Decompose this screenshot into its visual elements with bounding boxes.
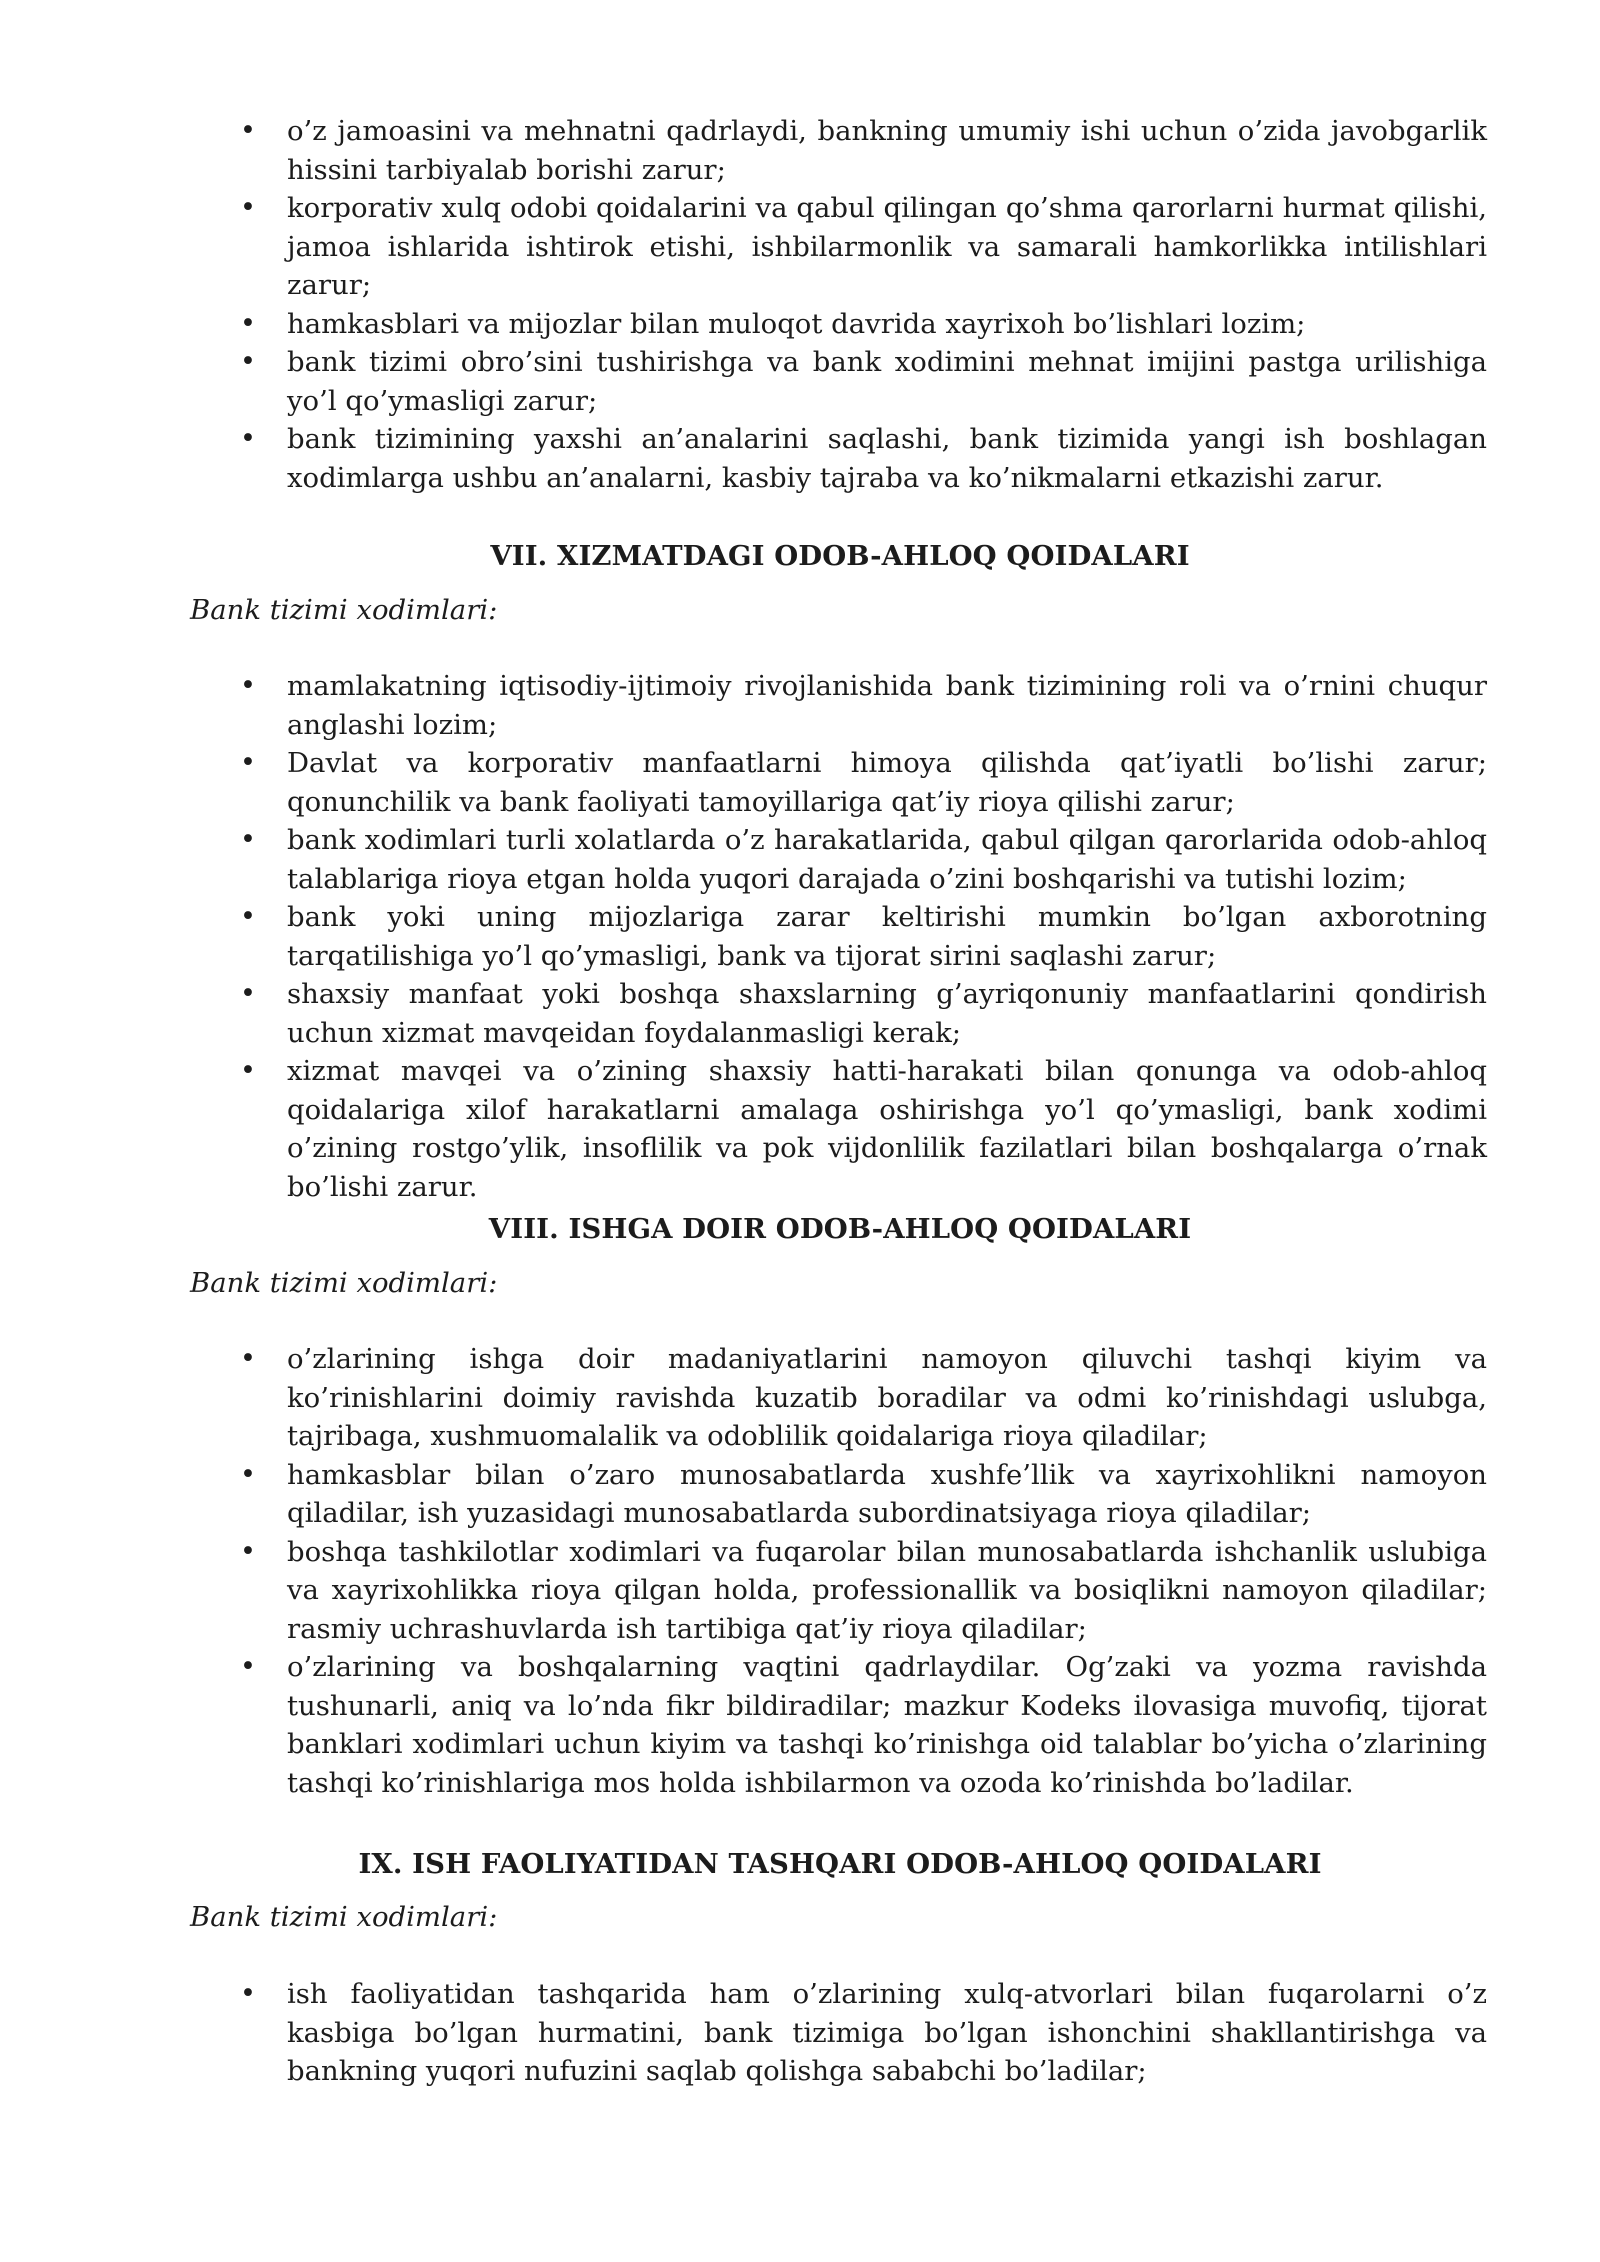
list-item-text: Davlat va korporativ manfaatlarni himoya qilishda qat’iyatli bo’lishi zarur; qonunchilik va bank faoliyati tamoyillariga qat’iy rioya qilishi zarur; xyxy=(287,747,1487,818)
section-intro-vii: Bank tizimi xodimlari: xyxy=(190,594,498,626)
bullet-icon: • xyxy=(240,1535,256,1567)
list-item xyxy=(240,975,1487,1052)
bullet-icon: • xyxy=(240,670,256,701)
bullet-icon: • xyxy=(240,1343,256,1374)
list-item-text: hamkasblar bilan o’zaro munosabatlarda xushfe’llik va xayrixohlikni namoyon qiladilar, ish yuzasidagi munosabatlarda subordinatsiyaga rioya qiladilar; xyxy=(287,1458,1487,1529)
bullet-icon: • xyxy=(240,1978,256,2009)
bullet-list-ix xyxy=(240,1975,1487,2091)
list-item xyxy=(240,305,1487,344)
bullet-list-viii xyxy=(240,1340,1487,1802)
bullet-icon: • xyxy=(240,901,256,932)
list-item xyxy=(240,1648,1487,1802)
section-intro-viii: Bank tizimi xodimlari: xyxy=(190,1267,498,1299)
bullet-icon: • xyxy=(240,824,256,855)
bullet-list-intro xyxy=(240,112,1487,497)
bullet-icon: • xyxy=(240,1651,256,1682)
list-item xyxy=(240,1340,1487,1456)
list-item-text: bank tizimi obro’sini tushirishga va bank xodimini mehnat imijini pastga urilishiga yo’l qo’ymasligi zarur; xyxy=(287,346,1487,417)
bullet-list-vii xyxy=(240,667,1487,1206)
bullet-icon: • xyxy=(240,115,256,146)
list-item xyxy=(240,1456,1487,1533)
bullet-icon: • xyxy=(240,346,256,377)
list-item xyxy=(240,1052,1487,1206)
list-item-text: ish faoliyatidan tashqarida ham o’zlarining xulq-atvorlari bilan fuqarolarni o’z kasbiga bo’lgan hurmatini, bank tizimiga bo’lgan ishonchini shakllantirishga va bankning yuqori nufuzini saqlab qolishga sababchi bo’ladilar; xyxy=(287,1978,1487,2087)
bullet-icon: • xyxy=(240,307,256,339)
list-item-text: shaxsiy manfaat yoki boshqa shaxslarning g’ayriqonuniy manfaatlarini qondirish uchun xizmat mavqeidan foydalanmasligi kerak; xyxy=(287,978,1487,1049)
list-item xyxy=(240,898,1487,975)
list-item-text: xizmat mavqei va o’zining shaxsiy hatti-harakati bilan qonunga va odob-ahloq qoidalariga xilof harakatlarni amalaga oshirishga yo’l qo’ymasligi, bank xodimi o’zining rostgo’ylik, insoflilik va pok vijdonlilik fazilatlari bilan boshqalarga o’rnak bo’lishi zarur. xyxy=(287,1055,1487,1203)
section-heading-viii: VIII. ISHGA DOIR ODOB-AHLOQ QOIDALARI xyxy=(488,1213,1192,1245)
list-item xyxy=(240,189,1487,305)
list-item-text: bank yoki uning mijozlariga zarar keltirishi mumkin bo’lgan axborotning tarqatilishiga yo’l qo’ymasligi, bank va tijorat sirini saqlashi zarur; xyxy=(287,901,1487,972)
bullet-icon: • xyxy=(240,192,256,223)
list-item xyxy=(240,112,1487,189)
list-item xyxy=(240,1533,1487,1649)
list-item-text: bank xodimlari turli xolatlarda o’z harakatlarida, qabul qilgan qarorlarida odob-ahloq talablariga rioya etgan holda yuqori darajada o’zini boshqarishi va tutishi lozim; xyxy=(287,824,1487,895)
list-item-text: mamlakatning iqtisodiy-ijtimoiy rivojlanishida bank tizimining roli va o’rnini chuqur anglashi lozim; xyxy=(287,670,1487,741)
section-heading-ix: IX. ISH FAOLIYATIDAN TASHQARI ODOB-AHLOQ QOIDALARI xyxy=(358,1848,1322,1880)
bullet-icon: • xyxy=(240,978,256,1009)
list-item-text: o’zlarining va boshqalarning vaqtini qadrlaydilar. Og’zaki va yozma ravishda tushunarli, aniq va lo’nda fikr bildiradilar; mazkur Kodeks ilovasiga muvofiq, tijorat banklari xodimlari uchun kiyim va tashqi ko’rinishga oid talablar bo’yicha o’zlarining tashqi ko’rinishlariga mos holda ishbilarmon va ozoda ko’rinishda bo’ladilar. xyxy=(287,1651,1487,1799)
list-item-text: boshqa tashkilotlar xodimlari va fuqarolar bilan munosabatlarda ishchanlik uslubiga va xayrixohlikka rioya qilgan holda, professionallik va bosiqlikni namoyon qiladilar; rasmiy uchrashuvlarda ish tartibiga qat’iy rioya qiladilar; xyxy=(287,1535,1487,1645)
list-item-text: korporativ xulq odobi qoidalarini va qabul qilingan qo’shma qarorlarni hurmat qilishi, jamoa ishlarida ishtirok etishi, ishbilarmonlik va samarali hamkorlikka intilishlari zarur; xyxy=(287,192,1487,301)
bullet-icon: • xyxy=(240,1458,256,1490)
list-item-text: o’zlarining ishga doir madaniyatlarini namoyon qiluvchi tashqi kiyim va ko’rinishlarini doimiy ravishda kuzatib boradilar va odmi ko’rinishdagi uslubga, tajribaga, xushmuomalalik va odoblilik qoidalariga rioya qiladilar; xyxy=(287,1343,1487,1452)
section-heading-vii: VII. XIZMATDAGI ODOB-AHLOQ QOIDALARI xyxy=(490,540,1190,572)
list-item-text: hamkasblari va mijozlar bilan muloqot davrida xayrixoh bo’lishlari lozim; xyxy=(287,307,1306,340)
list-item xyxy=(240,821,1487,898)
bullet-icon: • xyxy=(240,423,256,454)
section-intro-ix: Bank tizimi xodimlari: xyxy=(190,1901,498,1933)
list-item xyxy=(240,1975,1487,2091)
list-item-text: o’z jamoasini va mehnatni qadrlaydi, bankning umumiy ishi uchun o’zida javobgarlik hissini tarbiyalab borishi zarur; xyxy=(287,115,1487,186)
list-item-text: bank tizimining yaxshi an’analarini saqlashi, bank tizimida yangi ish boshlagan xodimlarga ushbu an’analarni, kasbiy tajraba va ko’nikmalarni etkazishi zarur. xyxy=(287,423,1487,494)
bullet-icon: • xyxy=(240,1055,256,1086)
list-item xyxy=(240,343,1487,420)
list-item xyxy=(240,667,1487,744)
list-item xyxy=(240,420,1487,497)
bullet-icon: • xyxy=(240,747,256,778)
list-item xyxy=(240,744,1487,821)
